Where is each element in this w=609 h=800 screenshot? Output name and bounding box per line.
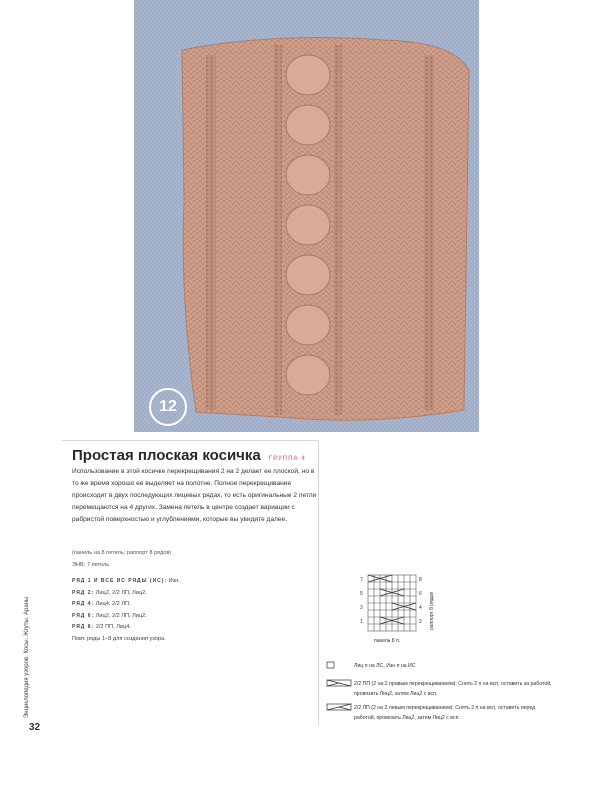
row-instruction: РЯД 8: 2/2 ПП, Лиц4. <box>72 624 131 630</box>
chart-side-label: раппорт 8 рядов <box>429 591 435 630</box>
right-cross-icon <box>326 679 352 687</box>
chart-bottom-label: панель 8 п. <box>374 638 401 644</box>
pattern-title: Простая плоская косичка <box>72 447 261 464</box>
row-label-right: 6 <box>419 591 422 597</box>
square-icon <box>326 661 336 669</box>
row-label-right: 2 <box>419 619 422 625</box>
cast-on: ЭНВ: 7 петель <box>72 562 110 568</box>
row-label-left: 7 <box>360 577 363 583</box>
left-cross-icon <box>326 703 352 711</box>
group-label: ГРУППА 4 <box>268 456 306 462</box>
row-instruction: РЯД 2: Лиц2, 2/2 ЛП, Лиц2. <box>72 589 147 596</box>
pattern-number-badge: 12 <box>149 388 187 426</box>
row-instructions <box>72 576 180 645</box>
page-number: 32 <box>29 722 41 733</box>
row-label-left: 1 <box>360 619 363 625</box>
chart-grid <box>338 570 448 645</box>
title-row <box>72 447 306 465</box>
top-divider <box>62 440 318 441</box>
row-instruction: РЯД 6: Лиц2, 2/2 ЛП, Лиц2. <box>72 612 147 619</box>
knitting-chart <box>338 570 448 650</box>
running-title: Энциклопедия узоров. Косы. Жгуты. Араны <box>24 596 30 718</box>
row-instruction: РЯД 4: Лиц4, 2/2 ЛП. <box>72 601 131 607</box>
column-divider <box>318 440 319 725</box>
row-instruction: РЯД 1 И ВСЕ ИС РЯДЫ (ИС): Изн. <box>72 578 180 584</box>
pattern-description: Использование в этой косичке перекрещивания 2 на 2 делает ее плоской, но в то же время хорошо ее выделяет на полотне. Полное перекрещивание происходит в двух последующих лицевых рядах, то есть оригинальные 2 петли перемещаются на 4 других. Замена петель в центре создает вариации с рабристой поверхностью и углублениями, которые вы увидите далее. <box>72 468 317 523</box>
row-label-left: 5 <box>360 591 363 597</box>
row-label-left: 3 <box>360 605 363 611</box>
knitted-swatch-illustration <box>134 0 479 432</box>
repeat-note: Повт. ряды 1–8 для создания узора. <box>72 635 166 642</box>
swatch-photo <box>134 0 479 432</box>
row-label-right: 4 <box>419 605 422 611</box>
row-label-right: 8 <box>419 577 422 583</box>
panel-info: (панель на 8 петель; раппорт 8 рядов) <box>72 550 172 556</box>
